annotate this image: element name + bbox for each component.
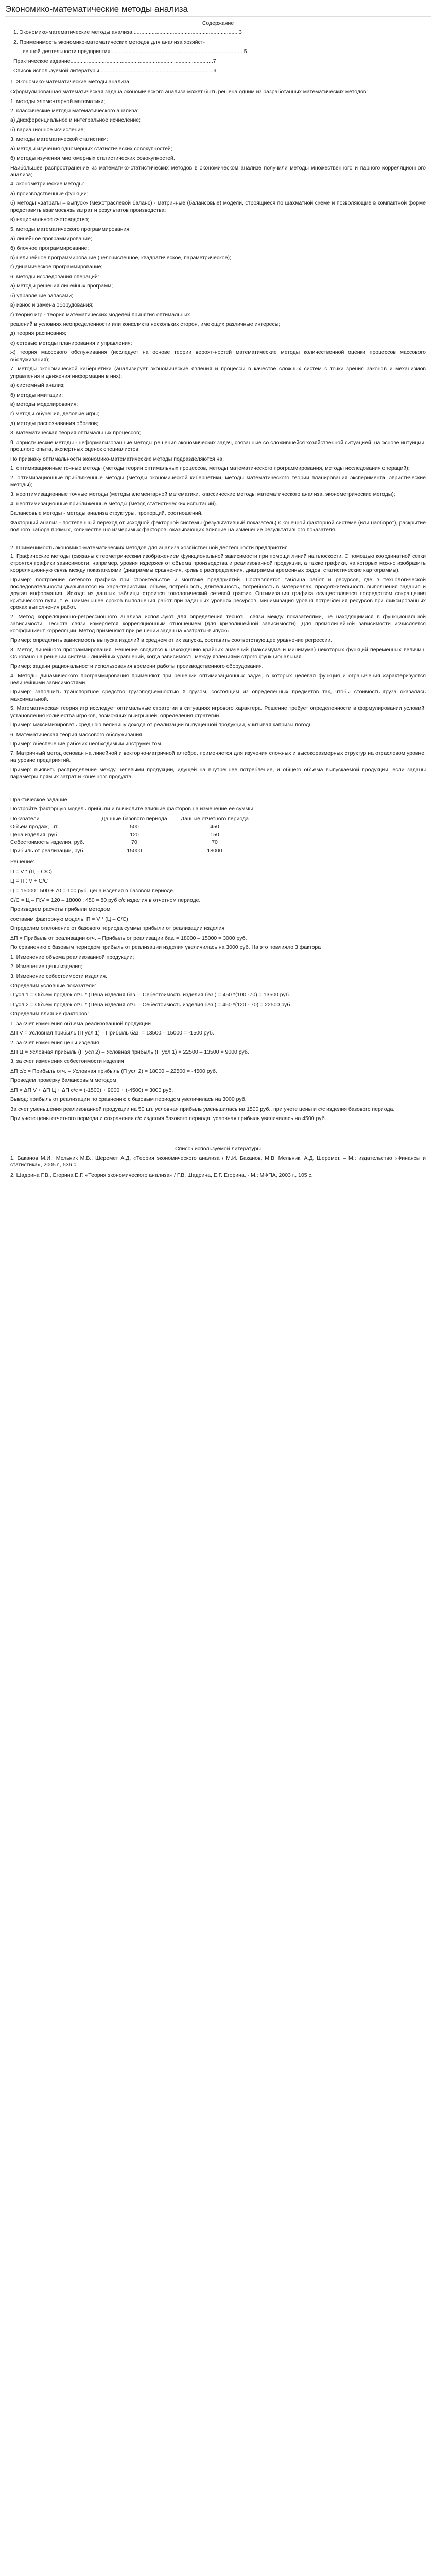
table-row xyxy=(10,847,256,855)
paragraph: а) дифференциальное и интегральное исчисление; xyxy=(10,117,141,124)
paragraph: Пример: построение сетевого графика при строительстве и монтаже предприятий. Составляется таблица работ и ресурсов, где в технологической последовательности указываются их характеристики, объем, потребность, длительность, потребность в материалах, продолжительность выполнения задания и другая информация. Исходя из данных таблицы строится топологический сетевой график. Оптимизация графика осуществляется посредством сокращения критического пути, т. е. наименьшее сроков выполнения работ при заданных уровнях ресурсов, минимизация уровня потребления ресурсов при фиксированных сроках выполнения работ. xyxy=(10,577,426,611)
literature-item: 2. Шадрина Г.В., Егорина Е.Г. «Теория экономического анализа» / Г.В. Шадрина, Е.Г. Егорина, - М.: МФПА, 2003 г., 105 с. xyxy=(10,1172,313,1178)
paragraph: Пример: заполнить транспортное средство грузоподъемностью Х грузом, состоящим из определенных предметов так, чтобы стоимость груза оказалась максимальной. xyxy=(10,689,426,702)
solution-line: ΔП = Прибыль от реализации отч. – Прибыль от реализации баз. = 18000 – 15000 = 3000 руб. xyxy=(10,935,247,941)
paragraph: Пример: максимизировать среднюю величину дохода от реализации выпущенной продукции, учитывая капризы погоды. xyxy=(10,722,315,728)
paragraph: а) методы решения линейных программ; xyxy=(10,283,113,290)
paragraph: г) динамическое программирование; xyxy=(10,264,103,270)
paragraph: в) методы моделирования; xyxy=(10,401,78,408)
table-header: Показатели xyxy=(10,816,40,822)
solution-line: Вывод: прибыль от реализации по сравнению с базовым периодом увеличилась на 3000 руб. xyxy=(10,1096,247,1103)
section-1-body xyxy=(10,89,426,533)
table-header: Данные базового периода xyxy=(101,816,167,822)
table-row xyxy=(10,831,256,839)
paragraph: 5. Математическая теория игр исследует оптимальные стратегии в ситуациях игрового характера. Решение требует определенности в формулировании условий: установления количества игроков, возможных выигрышей, определения стратегии. xyxy=(10,705,426,719)
solution-line: Ц = 15000 : 500 + 70 = 100 руб. цена изделия в базовом периоде. xyxy=(10,887,175,894)
solution-line: С/С = Ц – П:V = 120 – 18000 : 450 = 80 руб с/с изделия в отчетном периоде. xyxy=(10,897,201,903)
solution-line: П = V * (Ц – С/С) xyxy=(10,868,52,875)
paragraph: 3. неоптимизационные точные методы (методы элементарной математики, классические методы математического анализа, эконометрические методы); xyxy=(10,491,395,498)
paragraph: 1. Графические методы (связаны с геометрическим изображением функциональной зависимости при помощи линий на плоскости. С помощью координатной сетки строятся графики зависимости, например, уровня издержек от объема производства и реализованной продукции, а также графики, на которых можно изобразить корреляционную связь между показателями (диаграммы сравнения, кривые распределения, диаграммы временных рядов, статистические картограммы). xyxy=(10,553,426,573)
paragraph: в) износ и замена оборудования; xyxy=(10,302,94,309)
table-cell: 70 xyxy=(212,839,218,846)
solution-line: Ц = П : V + С/С xyxy=(10,878,48,885)
table-cell: 450 xyxy=(210,823,219,830)
table-cell: 18000 xyxy=(207,847,222,854)
paragraph: б) методы изучения многомерных статистических совокупностей. xyxy=(10,155,175,162)
paragraph: 7. методы экономической кибернетики (анализирует экономические явления и процессы в качестве сложных систем с точки зрения законов и механизмов управления и движения информации в них): xyxy=(10,366,426,379)
paragraph: д) методы распознавания образов; xyxy=(10,420,98,427)
paragraph: 3. методы математической статистики: xyxy=(10,136,108,143)
document-body xyxy=(5,20,431,1179)
solution-line: ΔП Ц = Условная прибыль (П усл 2) – Условная прибыль (П усл 1) = 22500 – 13500 = 9000 руб. xyxy=(10,1049,249,1055)
paragraph: 5. методы математического программирования: xyxy=(10,226,131,232)
solution-line: ΔП V = Условная прибыль (П усл 1) – Прибыль баз. = 13500 – 15000 = -1500 руб. xyxy=(10,1030,214,1037)
solution-line: 3. за счет изменения себестоимости изделия xyxy=(10,1058,124,1065)
data-table xyxy=(10,815,256,855)
paragraph: б) методы имитации; xyxy=(10,392,63,398)
paragraph: б) методы «затраты – выпуск» (межотраслевой баланс) - матричные (балансовые) модели, строящиеся по шахматной схеме и позволяющие в компактной форме представить взаимосвязь затрат и результатов производства; xyxy=(10,200,426,213)
paragraph: в) национальное счетоводство; xyxy=(10,216,90,223)
paragraph: в) нелинейное программирование (целочисленное, квадратическое, параметрическое); xyxy=(10,254,231,261)
paragraph: ж) теория массового обслуживания (исследует на основе теории вероят-ностей математические методы количественной оценки процессов массового обслуживания); xyxy=(10,349,426,363)
paragraph: По признаку оптимальности экономико-математические методы подразделяются на: xyxy=(10,455,224,462)
paragraph: 2. Метод корреляционно-регрессионного анализа используют для определения тесноты связи между показателями, не находящимися в функциональной зависимости. Теснота связи измеряется корреляционным отношением (для криволинейной зависимости). Для прямолинейной зависимости исчисляется коэффициент корреляции. Метод применяют при решении задач на «затраты-выпуск». xyxy=(10,614,426,634)
solution-line: составим факторную модель: П = V * (Ц – С/С) xyxy=(10,916,128,922)
practical-intro: Постройте факторную модель прибыли и вычислите влияние факторов на изменение ее суммы xyxy=(10,805,253,812)
solution-line: П усл 1 = Объем продаж отч. * (Цена изделия баз. – Себестоимость изделия баз.) = 450 *(100 -70) = 13500 руб. xyxy=(10,992,290,998)
paragraph: 1. оптимизационные точные методы (методы теории оптимальных процессов, методы математического программирования, методы исследования операций); xyxy=(10,465,410,471)
section-2-body xyxy=(10,553,426,781)
paragraph: Пример: задачи рациональности использования времени работы производственного оборудования. xyxy=(10,663,264,670)
section-heading: 2. Применимость экономико-математических методов для анализа хозяйственной деятельности предприятия xyxy=(10,544,288,551)
paragraph: б) блочное программирование; xyxy=(10,245,89,251)
solution-line: Определим влияние факторов: xyxy=(10,1011,89,1018)
toc-line: Список используемой литературы............................................................................9 xyxy=(13,67,217,74)
table-cell: 150 xyxy=(210,831,219,838)
paragraph: Балансовые методы - методы анализа структуры, пропорций, соотношений. xyxy=(10,510,203,517)
solution-line: При учете цены отчетного периода и сохранения с/с изделия базового периода, условная прибыль увеличилась на 4500 руб. xyxy=(10,1115,326,1122)
solution-line: ΔП = ΔП V + ΔП Ц + ΔП с/с = (-1500) + 9000 + (-4500) = 3000 руб. xyxy=(10,1087,173,1093)
table-header-row xyxy=(10,815,256,823)
paragraph: а) системный анализ; xyxy=(10,382,65,389)
paragraph: е) сетевые методы планирования и управления; xyxy=(10,340,132,346)
paragraph: 6. Математическая теория массового обслуживания. xyxy=(10,731,144,738)
paragraph: 4. неоптимизационные приближенные методы (метод статистических испытаний). xyxy=(10,500,217,507)
paragraph: Пример: определить зависимость выпуска изделий в среднем от их запуска, составить соответствующее уравнение регрессии. xyxy=(10,637,333,643)
solution-line: 2. за счет изменения цены изделия xyxy=(10,1039,99,1046)
solution-line: За счет уменьшения реализованной продукции на 50 шт. условная прибыль уменьшилась на 1500 руб., при учете цены и с/с изделия базового периода. xyxy=(10,1106,395,1112)
paragraph: г) теория игр - теория математических моделей принятия оптимальных xyxy=(10,311,190,318)
paragraph: Сформулированная математическая задача экономического анализа может быть решена одним из разработанных математических методов: xyxy=(10,89,368,95)
paragraph: Пример: обеспечение рабочих необходимым инструментом. xyxy=(10,741,163,747)
table-row xyxy=(10,839,256,846)
paragraph: 6. методы исследования операций: xyxy=(10,273,99,280)
table-cell: 70 xyxy=(131,839,137,846)
paragraph: 4. Методы динамического программирования применяют при решении оптимизационных задач, в которых целевая функция и ограничения характеризуются нелинейными зависимостями. xyxy=(10,672,426,686)
toc-line: Практическое задание...............................................................................................7 xyxy=(13,58,216,64)
paragraph: д) теория расписания; xyxy=(10,330,67,337)
solution-line: Проведем проверку балансовым методом xyxy=(10,1077,116,1084)
page-title: Экономико-математические методы анализа xyxy=(5,4,431,17)
solution-line: 1. за счет изменения объема реализованной продукции xyxy=(10,1020,151,1027)
paragraph: 7. Матричный метод основан на линейной и векторно-матричной алгебре, применяется для изучения сложных и высокоразмерных структур на отраслевом уровне, на уровне предприятий. xyxy=(10,750,426,764)
paragraph: б) управление запасами; xyxy=(10,292,74,299)
practical-heading: Практическое задание xyxy=(10,796,67,803)
solution-line: Определим условные показатели: xyxy=(10,982,96,989)
table-cell: Прибыль от реализации, руб. xyxy=(10,847,85,854)
solution-line: Определим отклонение от базового периода суммы прибыли от реализации изделия xyxy=(10,925,225,932)
table-header: Данные отчетного периода xyxy=(181,816,249,822)
literature-item: 1. Баканов М.И., Мельник М.В., Шеремет А.Д. «Теория экономического анализа / М.И. Баканов, М.В. Мельник, А.Д. Шеремет. – М.: издательство «Финансы и статистика», 2005 г., 536 с. xyxy=(10,1155,426,1168)
table-row xyxy=(10,823,256,831)
paragraph: 1. методы элементарной математики; xyxy=(10,98,106,105)
paragraph: Пример: выявить распределение между целевыми продукции, идущей на внутреннее потребление, и общего объема выпускаемой продукции, если заданы параметры прямых затрат и конечного продукта. xyxy=(10,767,426,780)
toc-line: 2. Применимость экономико-математических методов для анализа хозяйст- xyxy=(13,39,205,45)
paragraph: б) вариационное исчисление; xyxy=(10,126,85,133)
solution-line: 3. Изменение себестоимости изделия. xyxy=(10,973,108,979)
table-cell: 15000 xyxy=(127,847,142,854)
paragraph: решений в условиях неопределенности или конфликта нескольких сторон, имеющих различные интересы; xyxy=(10,321,281,327)
toc-heading: Содержание xyxy=(202,20,234,26)
section-heading: 1. Экономико-математические методы анализа xyxy=(10,78,129,85)
paragraph: 3. Метод линейного программирования. Решение сводится к нахождению крайних значений (максимума и минимума) некоторых функций переменных величин. Основано на решении системы линейных уравнений, когда зависимость между явлениями строго функциональная. xyxy=(10,647,426,660)
solution-line: П усл 2 = Объем продаж отч. * (Цена изделия отч. – Себестоимость изделия баз.) = 450 *(120 - 70) = 22500 руб. xyxy=(10,1001,292,1008)
solution-line: По сравнению с базовым периодом прибыль от реализации изделия увеличилась на 3000 руб. На это повлияло 3 фактора xyxy=(10,944,321,951)
paragraph: Наибольшее распространение из математико-статистических методов в экономическом анализе получили методы множественного и парного корреляционного анализа; xyxy=(10,164,426,178)
solution-heading: Решение: xyxy=(10,859,35,866)
table-cell: 500 xyxy=(130,823,139,830)
paragraph: а) производственные функции; xyxy=(10,190,89,197)
paragraph: 9. эвристические методы - неформализованные методы решения экономических задач, связанные со сложившейся хозяйственной ситуацией, на основе интуиции, прошлого опыта, экспертных оценок специалистов. xyxy=(10,439,426,453)
solution-line: Произведем расчеты прибыли методом xyxy=(10,906,111,913)
literature-list xyxy=(10,1155,426,1179)
table-of-contents xyxy=(10,29,426,74)
paragraph: г) методы обучения, деловые игры; xyxy=(10,411,99,417)
paragraph: а) линейное программирование; xyxy=(10,235,92,242)
table-cell: 120 xyxy=(130,831,139,838)
paragraph: Факторный анализ - постепенный переход от исходной факторной системы (результативный показатель) к конечной факторной системе (или наоборот), раскрытие полного набора прямых, количественно измеримых факторов, оказывающих влияние на изменение результативного показателя. xyxy=(10,519,426,533)
literature-heading: Список используемой литературы xyxy=(175,1145,261,1152)
paragraph: 4. эконометрические методы: xyxy=(10,181,84,188)
solution-line: ΔП с/с = Прибыль отч. – Условная прибыль (П усл 2) = 18000 – 22500 = -4500 руб. xyxy=(10,1067,217,1074)
paragraph: а) методы изучения одномерных статистических совокупностей; xyxy=(10,145,172,152)
solution-line: 2. Изменение цены изделия; xyxy=(10,963,82,970)
paragraph: 2. оптимизационные приближенные методы (методы экономической кибернетики, методы математического теории планирования эксперимента, эвристические методы); xyxy=(10,474,426,488)
table-cell: Себестоимость изделия, руб. xyxy=(10,839,84,846)
document-page xyxy=(0,0,436,1179)
paragraph: 2. классические методы математического анализа: xyxy=(10,107,139,114)
paragraph: 8. математическая теория оптимальных процессов; xyxy=(10,430,141,436)
table-cell: Объем продаж, шт. xyxy=(10,823,59,830)
solution-line: 1. Изменение объема реализованной продукции; xyxy=(10,954,134,960)
toc-line: венной деятельности предприятия.........................................................................................5 xyxy=(23,48,247,55)
solution-body xyxy=(10,869,426,1123)
table-cell: Цена изделия, руб. xyxy=(10,831,59,838)
toc-line: 1. Экономико-математические методы анализа.......................................................................3 xyxy=(13,29,242,36)
